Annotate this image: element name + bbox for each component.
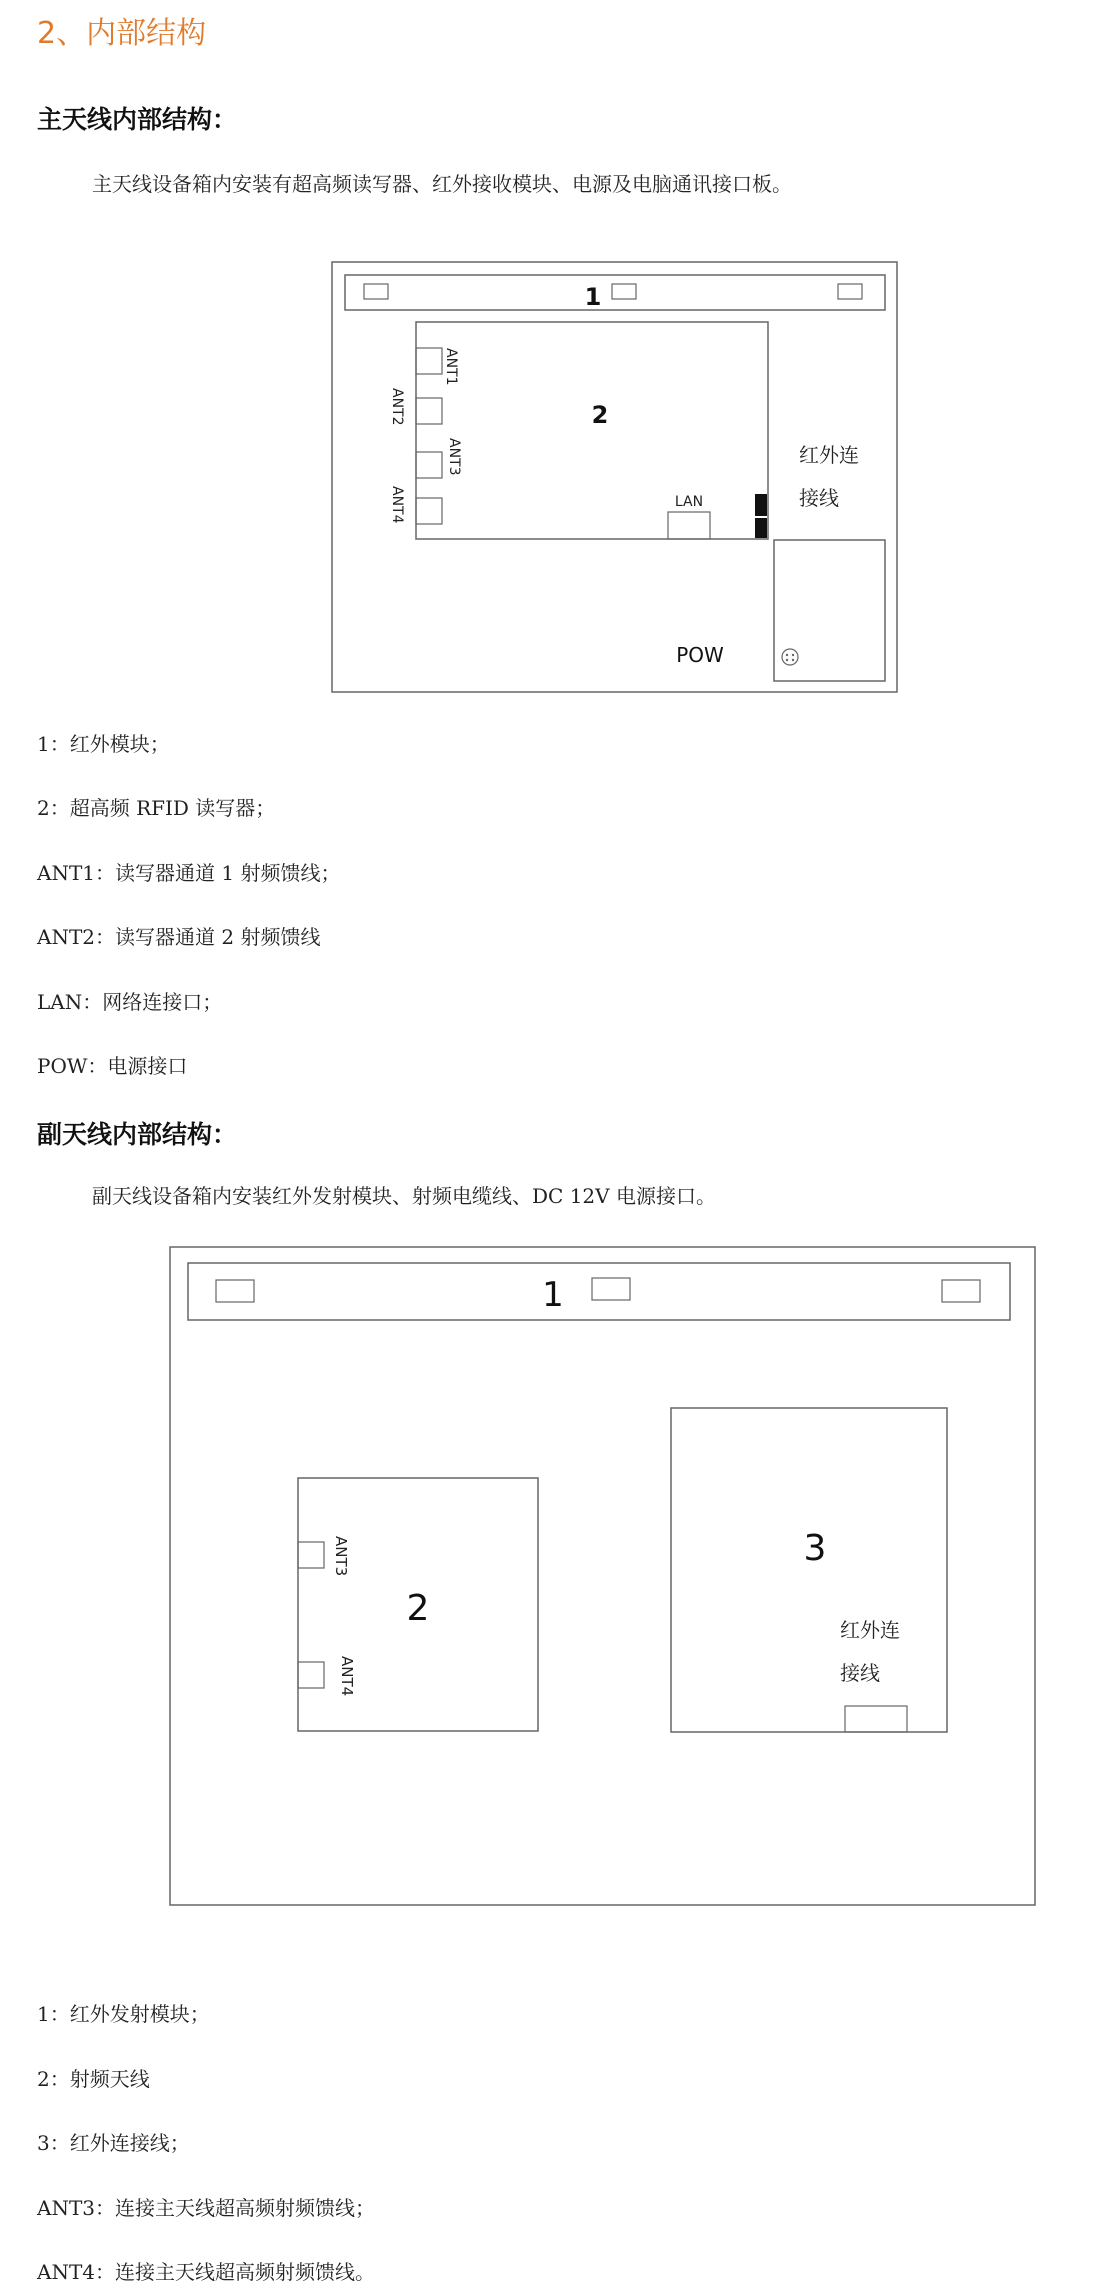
ant3-label: ANT3 bbox=[446, 438, 462, 476]
sub-ir-window-center bbox=[592, 1278, 630, 1300]
main-ir-line-label-2: 接线 bbox=[799, 486, 839, 510]
ir-connector-block-top bbox=[755, 494, 767, 516]
sub-ant3-label: ANT3 bbox=[332, 1536, 350, 1577]
sub-antenna-diagram bbox=[0, 1230, 1093, 1930]
ant3-port bbox=[416, 452, 442, 478]
sub-legend-item: 2：射频天线 bbox=[37, 2067, 150, 2091]
main-legend-item: 1：红外模块； bbox=[37, 732, 170, 756]
sub-legend-item: ANT4：连接主天线超高频射频馈线。 bbox=[37, 2260, 376, 2284]
main-legend-item: POW：电源接口 bbox=[37, 1054, 188, 1078]
sub-ir-window-right bbox=[942, 1280, 980, 1302]
main-ir-line-label-1: 红外连 bbox=[799, 443, 859, 467]
sub-label-3: 3 bbox=[803, 1528, 827, 1569]
ant4-label: ANT4 bbox=[389, 486, 405, 524]
sub-label-1: 1 bbox=[542, 1275, 564, 1315]
sub-antenna-description: 副天线设备箱内安装红外发射模块、射频电缆线、DC 12V 电源接口。 bbox=[92, 1184, 716, 1208]
sub-ant4-label: ANT4 bbox=[338, 1656, 356, 1697]
pow-label: POW bbox=[676, 643, 724, 667]
lan-port bbox=[668, 512, 710, 539]
main-ir-window-right bbox=[838, 284, 862, 299]
main-ir-window-left bbox=[364, 284, 388, 299]
ant4-port bbox=[416, 498, 442, 524]
sub-box-outer bbox=[170, 1247, 1035, 1905]
ant1-label: ANT1 bbox=[443, 348, 459, 386]
main-label-1: 1 bbox=[584, 283, 602, 311]
sub-legend-item: 1：红外发射模块； bbox=[37, 2002, 210, 2026]
power-board bbox=[774, 540, 885, 681]
sub-label-2: 2 bbox=[406, 1588, 430, 1629]
main-label-2: 2 bbox=[591, 401, 609, 429]
sub-antenna-heading: 副天线内部结构： bbox=[37, 1120, 238, 1149]
sub-ant4-port bbox=[298, 1662, 324, 1688]
sub-legend-item: ANT3：连接主天线超高频射频馈线； bbox=[37, 2196, 376, 2220]
lan-label: LAN bbox=[674, 494, 704, 510]
main-antenna-heading: 主天线内部结构： bbox=[37, 105, 238, 134]
sub-ir-line-label-1: 红外连 bbox=[840, 1618, 900, 1642]
main-legend-item: LAN：网络连接口； bbox=[37, 990, 223, 1014]
main-antenna-description: 主天线设备箱内安装有超高频读写器、红外接收模块、电源及电脑通讯接口板。 bbox=[92, 172, 792, 196]
section-title: 2、内部结构 bbox=[37, 16, 207, 51]
ir-transmit-board bbox=[671, 1408, 947, 1732]
sub-ir-connector bbox=[845, 1706, 907, 1732]
main-legend-item: ANT2：读写器通道 2 射频馈线 bbox=[37, 925, 321, 949]
sub-ir-window-left bbox=[216, 1280, 254, 1302]
ant2-port bbox=[416, 398, 442, 424]
ant2-label: ANT2 bbox=[389, 388, 405, 426]
sub-legend-item: 3：红外连接线； bbox=[37, 2131, 190, 2155]
ant1-port bbox=[416, 348, 442, 374]
main-ir-window-center bbox=[612, 284, 636, 299]
ir-connector-block-bottom bbox=[755, 518, 767, 538]
power-jack bbox=[782, 649, 798, 665]
sub-ant3-port bbox=[298, 1542, 324, 1568]
sub-ir-line-label-2: 接线 bbox=[840, 1661, 880, 1685]
main-reader-board bbox=[416, 322, 768, 539]
main-ir-module-bar bbox=[345, 275, 885, 310]
main-legend-item: 2：超高频 RFID 读写器； bbox=[37, 796, 276, 820]
sub-ir-module-bar bbox=[188, 1263, 1010, 1320]
main-legend-item: ANT1：读写器通道 1 射频馈线； bbox=[37, 861, 341, 885]
main-antenna-diagram bbox=[0, 0, 1093, 700]
